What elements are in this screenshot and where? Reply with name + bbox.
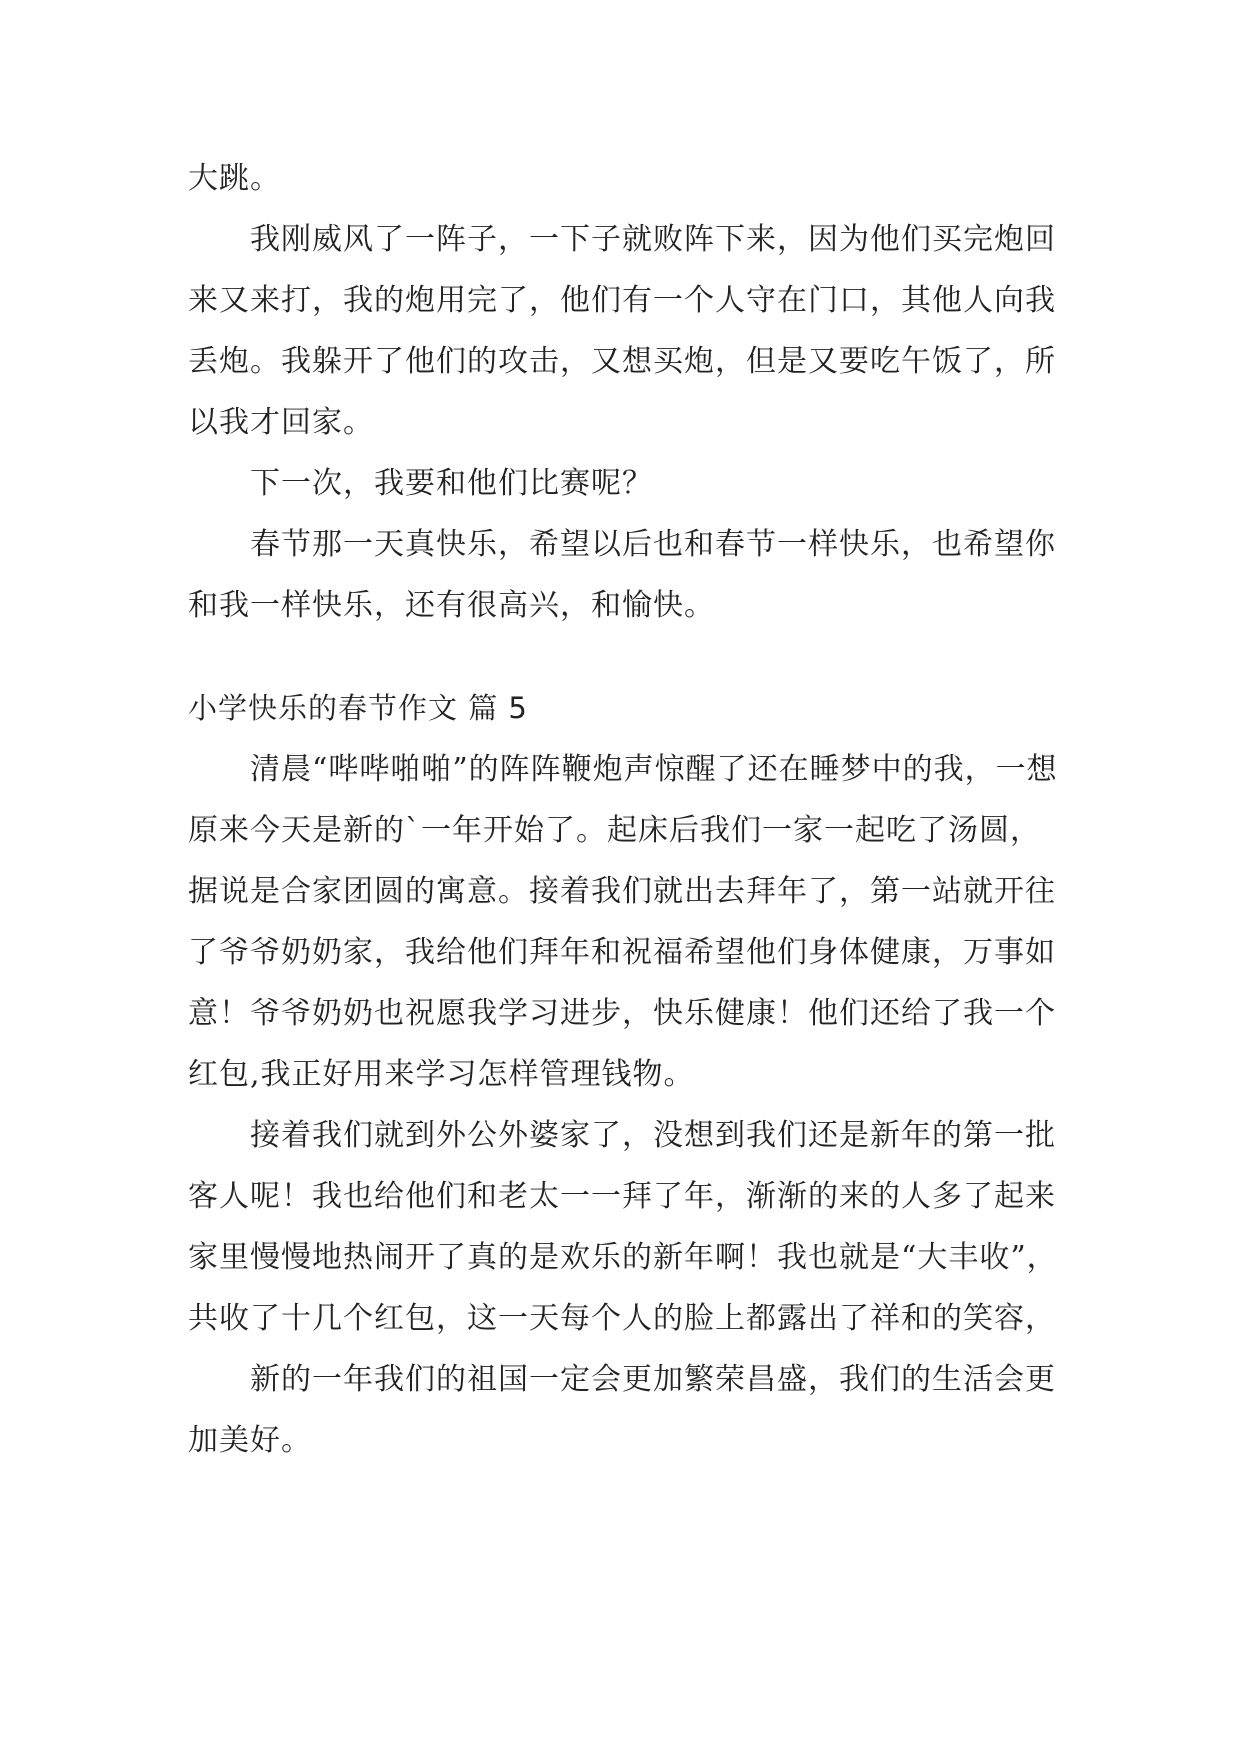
section-gap (188, 636, 1068, 678)
paragraph-2: 我刚威风了一阵子，一下子就败阵下来，因为他们买完炮回来又来打，我的炮用完了，他们有一个人守在门口，其他人向我丢炮。我躲开了他们的攻击，又想买炮，但是又要吃午饭了，所以我才回家。 (188, 222, 1056, 440)
paragraph-5: 清晨“哔哔啪啪”的阵阵鞭炮声惊醒了还在睡梦中的我，一想原来今天是新的`一年开始了。起床后我们一家一起吃了汤圆，据说是合家团圆的寓意。接着我们就出去拜年了，第一站就开往了爷爷奶奶家，我给他们拜年和祝福希望他们身体健康，万事如意！爷爷奶奶也祝愿我学习进步，快乐健康！他们还给了我一个红包,我正好用来学习怎样管理钱物。 (188, 752, 1058, 1092)
paragraph-4: 春节那一天真快乐，希望以后也和春节一样快乐，也希望你和我一样快乐，还有很高兴，和愉快。 (188, 527, 1056, 623)
paragraph-6: 接着我们就到外公外婆家了，没想到我们还是新年的第一批客人呢！我也给他们和老太一一拜了年，渐渐的来的人多了起来家里慢慢地热闹开了真的是欢乐的新年啊！我也就是“大丰收”，共收了十几个红包，这一天每个人的脸上都露出了祥和的笑容， (188, 1118, 1058, 1336)
document-page (188, 148, 1068, 1471)
paragraph-3: 下一次，我要和他们比赛呢？ (250, 466, 653, 501)
paragraph-7: 新的一年我们的祖国一定会更加繁荣昌盛，我们的生活会更加美好。 (188, 1362, 1056, 1458)
paragraph-1: 大跳。 (188, 161, 281, 196)
section-title: 小学快乐的春节作文 篇 5 (188, 691, 528, 725)
